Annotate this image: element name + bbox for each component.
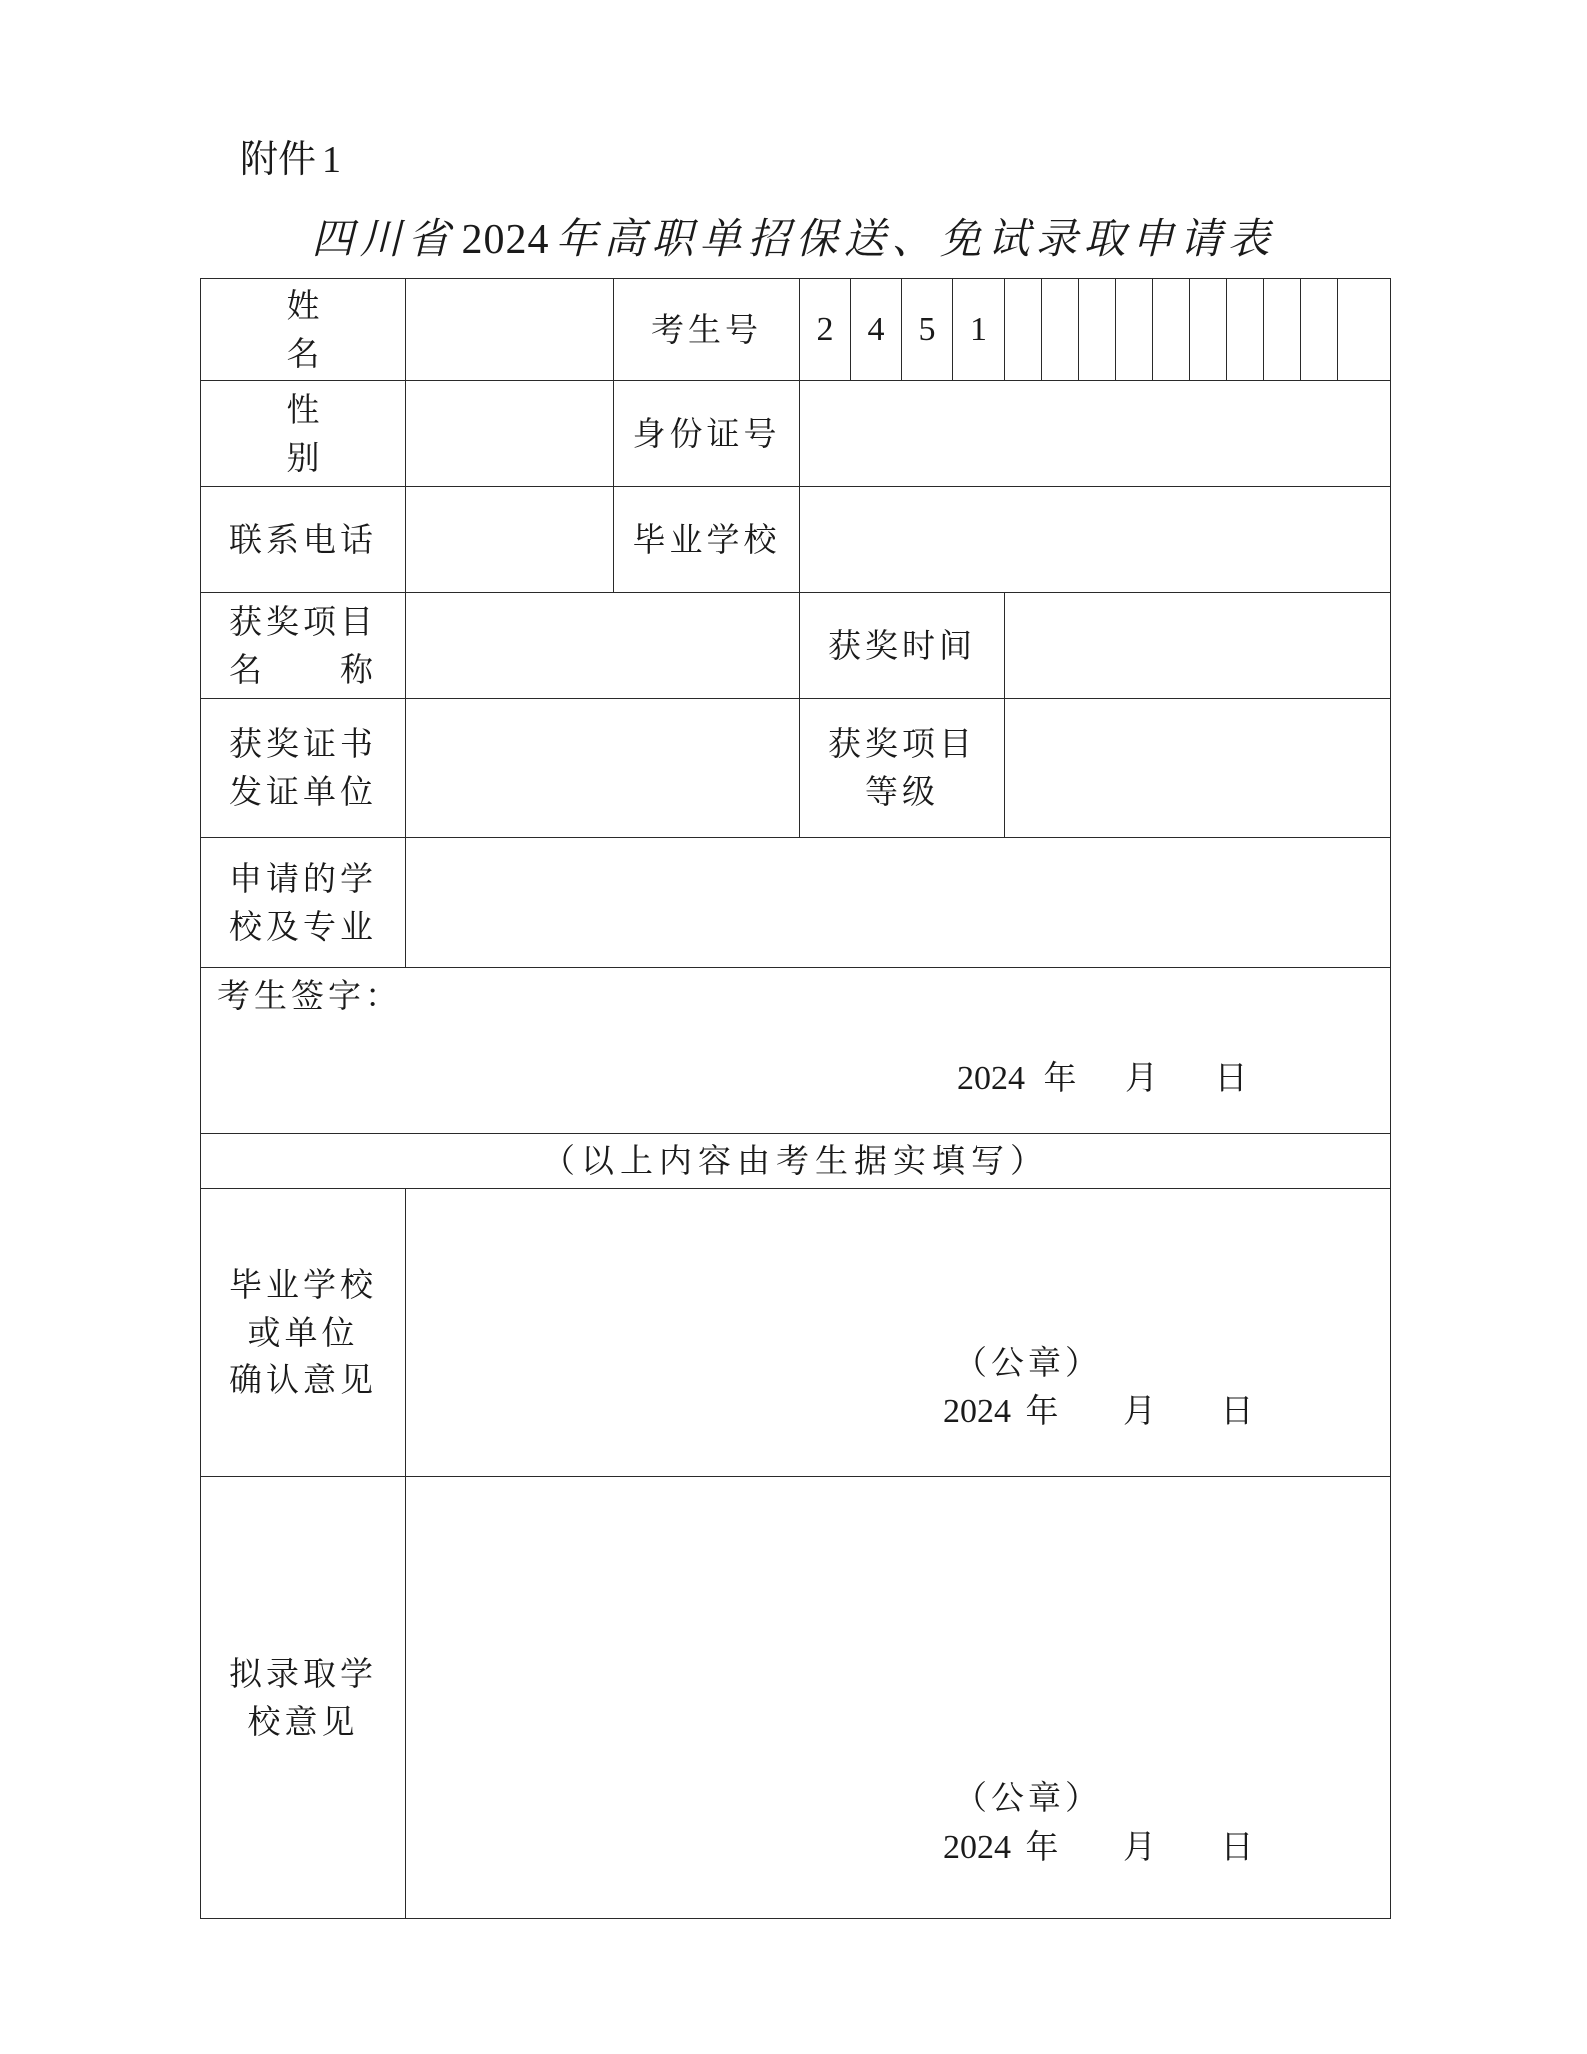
attachment-label [240, 128, 341, 183]
attachment-number: 1 [322, 139, 342, 181]
confirm-date-year-unit: 年 [1025, 1391, 1061, 1430]
signature-cell[interactable] [201, 968, 1391, 1134]
award-level-label [800, 699, 1005, 838]
row-award-name [201, 593, 1391, 699]
exam-no-digit[interactable] [1005, 279, 1042, 381]
note-text: （以上内容由考生据实填写） [201, 1134, 1391, 1189]
confirm-seal: （公章） [954, 1343, 1102, 1382]
award-name-field[interactable] [406, 593, 800, 699]
row-signature [201, 968, 1391, 1134]
admit-date-month-unit: 月 [1123, 1827, 1158, 1866]
row-apply [201, 838, 1391, 968]
phone-label: 联系电话 [201, 487, 406, 593]
school-field[interactable] [800, 487, 1391, 593]
cert-issuer-label [201, 699, 406, 838]
admit-date-year-unit: 年 [1025, 1827, 1061, 1866]
award-level-label-line1: 获奖项目 [828, 724, 976, 764]
row-admit [201, 1477, 1391, 1919]
confirm-date-year: 2024 [943, 1393, 1011, 1430]
title-year: 2024 [461, 217, 550, 263]
gender-label: 性 别 [201, 381, 406, 487]
admit-date [943, 1823, 1256, 1872]
award-name-label-line1: 获奖项目 [229, 601, 377, 641]
exam-no-digit[interactable] [1338, 279, 1391, 381]
exam-no-digit[interactable]: 2 [800, 279, 851, 381]
confirm-field[interactable] [406, 1189, 1391, 1477]
confirm-label-line1: 毕业学校 [229, 1264, 377, 1304]
exam-no-digit[interactable] [1116, 279, 1153, 381]
admit-field[interactable] [406, 1477, 1391, 1919]
admit-date-day-unit: 日 [1220, 1827, 1256, 1866]
confirm-label-line3: 确认意见 [229, 1360, 377, 1400]
row-cert-issuer [201, 699, 1391, 838]
gender-field[interactable] [406, 381, 614, 487]
admit-label-line2: 校意见 [247, 1701, 359, 1741]
school-label: 毕业学校 [614, 487, 800, 593]
name-field[interactable] [406, 279, 614, 381]
exam-no-digit[interactable]: 1 [953, 279, 1005, 381]
admit-label [201, 1477, 406, 1919]
signature-date-day-unit: 日 [1214, 1058, 1250, 1097]
exam-no-digit[interactable] [1301, 279, 1338, 381]
signature-date-month-unit: 月 [1125, 1058, 1160, 1097]
admit-seal: （公章） [954, 1778, 1102, 1817]
row-note [201, 1134, 1391, 1189]
row-name [201, 279, 1391, 381]
apply-label-line1: 申请的学 [229, 858, 377, 898]
confirm-date [943, 1387, 1256, 1436]
exam-no-digit[interactable] [1264, 279, 1301, 381]
exam-no-digit[interactable] [1042, 279, 1079, 381]
award-level-field[interactable] [1005, 699, 1391, 838]
award-name-label-line2: 名 称 [229, 649, 377, 689]
title-prefix: 四川省 [311, 214, 456, 263]
exam-no-digit[interactable] [1153, 279, 1190, 381]
signature-label: 考生签字： [217, 976, 402, 1015]
apply-label-line2: 校及专业 [229, 906, 377, 946]
row-phone [201, 487, 1391, 593]
id-label: 身份证号 [614, 381, 800, 487]
phone-field[interactable] [406, 487, 614, 593]
cert-issuer-field[interactable] [406, 699, 800, 838]
apply-label [201, 838, 406, 968]
signature-date-year: 2024 [957, 1060, 1025, 1097]
cert-issuer-label-line2: 发证单位 [229, 772, 377, 811]
apply-field[interactable] [406, 838, 1391, 968]
cert-issuer-label-line1: 获奖证书 [229, 724, 377, 764]
award-name-label [201, 593, 406, 699]
signature-date-year-unit: 年 [1043, 1058, 1079, 1097]
name-label: 姓 名 [201, 279, 406, 381]
id-field[interactable] [800, 381, 1391, 487]
confirm-date-month-unit: 月 [1123, 1391, 1158, 1430]
award-level-label-line2: 等级 [865, 772, 939, 811]
confirm-label [201, 1189, 406, 1477]
attachment-text: 附件 [240, 137, 317, 181]
confirm-label-line2: 或单位 [247, 1312, 359, 1352]
exam-no-label: 考生号 [614, 279, 800, 381]
application-form-table [200, 278, 1391, 1919]
exam-no-digit[interactable] [1190, 279, 1227, 381]
exam-no-digit[interactable]: 5 [902, 279, 953, 381]
award-time-label: 获奖时间 [800, 593, 1005, 699]
exam-no-digit[interactable]: 4 [851, 279, 902, 381]
admit-date-year: 2024 [943, 1829, 1011, 1866]
award-time-field[interactable] [1005, 593, 1391, 699]
exam-no-digit[interactable] [1079, 279, 1116, 381]
row-confirm [201, 1189, 1391, 1477]
title-suffix: 年高职单招保送、免试录取申请表 [555, 214, 1276, 263]
exam-no-digit[interactable] [1227, 279, 1264, 381]
signature-date [957, 1054, 1250, 1103]
form-title [0, 206, 1587, 266]
confirm-date-day-unit: 日 [1220, 1391, 1256, 1430]
row-gender [201, 381, 1391, 487]
admit-label-line1: 拟录取学 [229, 1653, 377, 1693]
